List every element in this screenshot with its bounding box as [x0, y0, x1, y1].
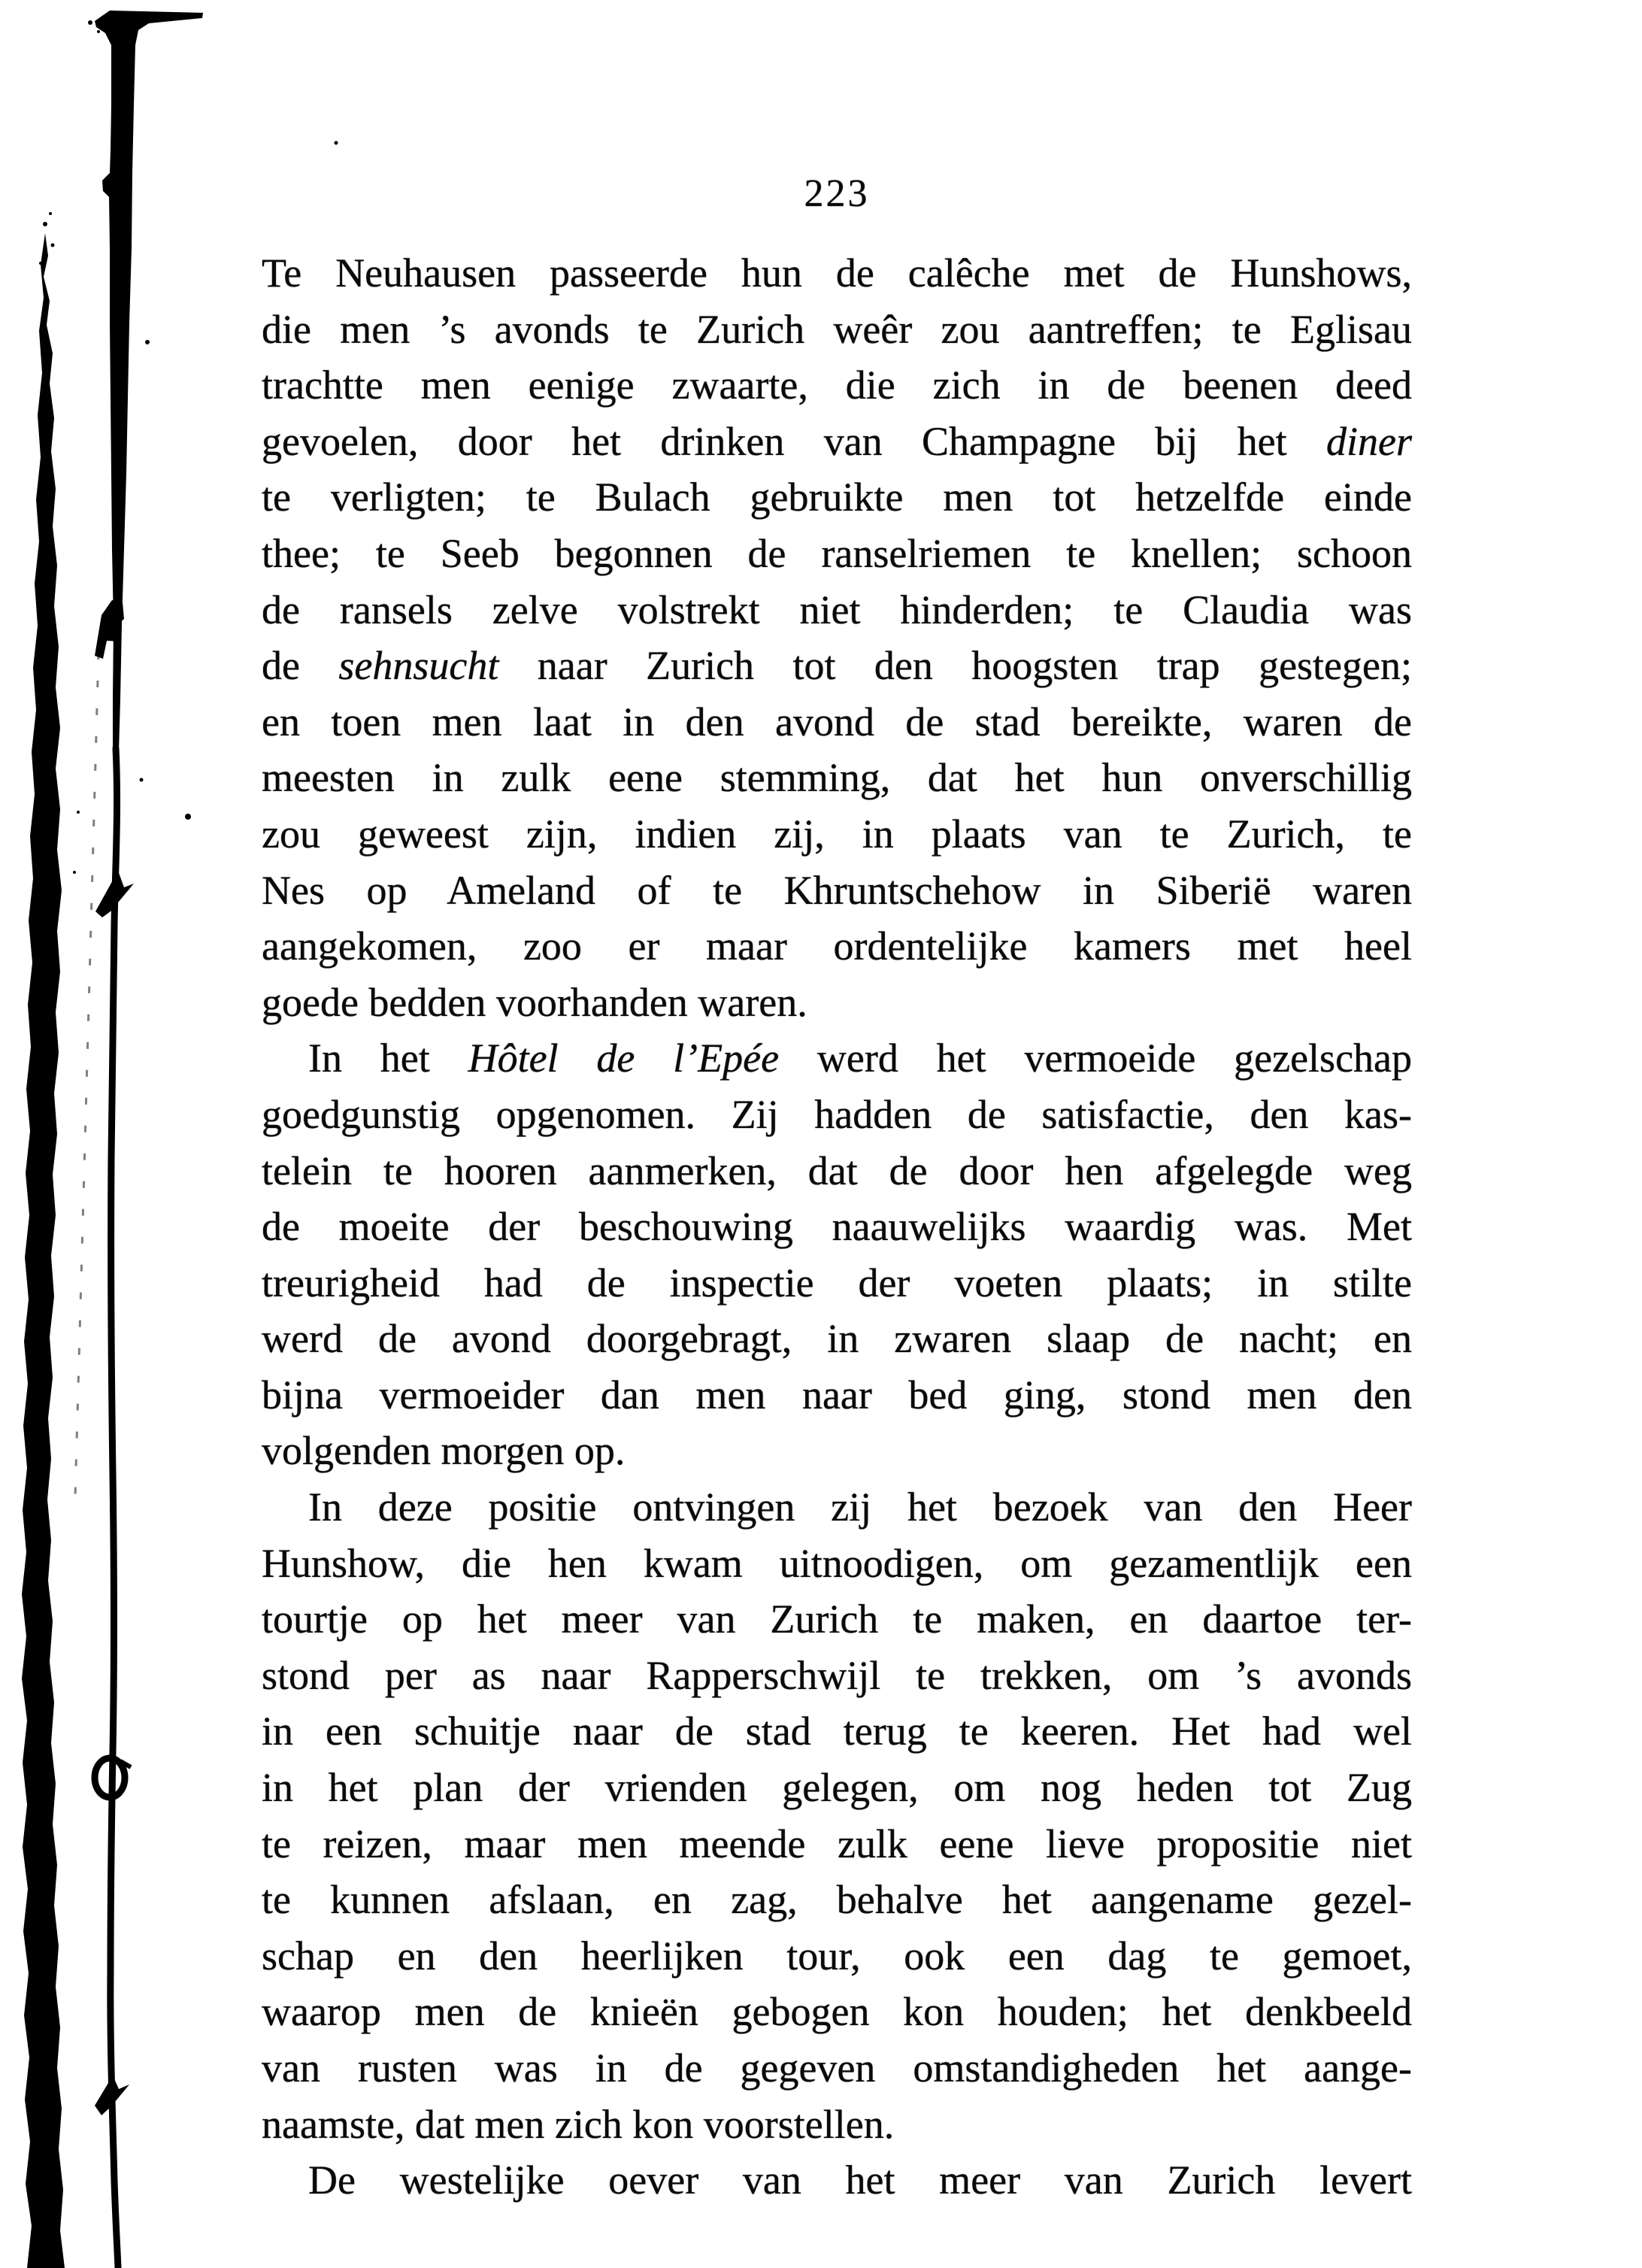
- text-line: [262, 806, 1412, 863]
- text-block: [262, 245, 1412, 2209]
- text-line: [262, 357, 1412, 414]
- text-segment: van rusten was in de gegeven omstandigheden het aange-: [262, 2045, 1412, 2091]
- text-segment: schap en den heerlijken tour, ook een dag te gemoet,: [262, 1933, 1412, 1978]
- text-segment: meesten in zulk eene stemming, dat het hun onverschillig: [262, 755, 1412, 801]
- text-line: [262, 975, 1412, 1031]
- ink-arrow-2: [95, 2075, 129, 2115]
- text-segment: naar Zurich tot den hoogsten trap gestegen;: [498, 643, 1412, 689]
- text-segment: tourtje op het meer van Zurich te maken, en daartoe ter-: [262, 1596, 1412, 1642]
- text-segment: die men ’s avonds te Zurich weêr zou aantreffen; te Eglisau: [262, 306, 1412, 352]
- text-line: [262, 1423, 1412, 1479]
- text-segment: werd het vermoeide gezelschap: [779, 1035, 1413, 1081]
- italic-text-segment: diner: [1326, 418, 1412, 464]
- text-line: [262, 1536, 1412, 1592]
- text-segment: bijna vermoeider dan men naar bed ging, stond men den: [262, 1372, 1412, 1418]
- text-line: [262, 245, 1412, 302]
- ink-arrow-1: [95, 871, 134, 917]
- text-segment: werd de avond doorgebragt, in zwaren slaap de nacht; en: [262, 1316, 1412, 1362]
- text-line: [262, 1311, 1412, 1367]
- text-line: [262, 1087, 1412, 1143]
- text-segment: in een schuitje naar de stad terug te keeren. Het had wel: [262, 1709, 1412, 1754]
- italic-text-segment: Hôtel de l’Epée: [468, 1035, 780, 1081]
- text-line: [262, 1367, 1412, 1424]
- text-line: [262, 1760, 1412, 1816]
- text-segment: de moeite der beschouwing naauwelijks waardig was. Met: [262, 1204, 1412, 1250]
- text-line: [262, 2152, 1412, 2209]
- text-line: [262, 1648, 1412, 1704]
- text-segment: de: [262, 643, 339, 689]
- text-segment: in het plan der vrienden gelegen, om nog heden tot Zug: [262, 1765, 1412, 1811]
- text-segment: telein te hooren aanmerken, dat de door hen afgelegde weg: [262, 1148, 1412, 1193]
- text-segment: In deze positie ontvingen zij het bezoek van den Heer: [308, 1484, 1412, 1530]
- text-line: [262, 918, 1412, 975]
- text-segment: In het: [308, 1035, 468, 1081]
- ink-band: [22, 233, 65, 2268]
- text-segment: gevoelen, door het drinken van Champagne bij het: [262, 418, 1326, 464]
- text-segment: zou geweest zijn, indien zij, in plaats van te Zurich, te: [262, 811, 1412, 857]
- text-line: [262, 469, 1412, 526]
- text-segment: thee; te Seeb begonnen de ranselriemen te knellen; schoon: [262, 530, 1412, 576]
- text-segment: goedgunstig opgenomen. Zij hadden de satisfactie, den kas-: [262, 1091, 1412, 1137]
- text-segment: stond per as naar Rapperschwijl te trekken, om ’s avonds: [262, 1652, 1412, 1698]
- text-line: [262, 1143, 1412, 1199]
- text-segment: en toen men laat in den avond de stad bereikte, waren de: [262, 699, 1412, 744]
- text-segment: de ransels zelve volstrekt niet hinderden; te Claudia was: [262, 587, 1412, 632]
- text-line: [262, 863, 1412, 919]
- text-line: [262, 526, 1412, 582]
- text-segment: waarop men de knieën gebogen kon houden; het denkbeeld: [262, 1989, 1412, 2035]
- text-segment: Nes op Ameland of te Khruntschehow in Siberië waren: [262, 867, 1412, 913]
- text-line: [262, 2040, 1412, 2097]
- text-segment: goede bedden voorhanden waren.: [262, 979, 807, 1025]
- ink-blob: [95, 600, 124, 659]
- text-line: [262, 302, 1412, 358]
- page-number: 223: [804, 172, 870, 215]
- text-segment: te reizen, maar men meende zulk eene lieve propositie niet: [262, 1821, 1412, 1866]
- text-segment: naamste, dat men zich kon voorstellen.: [262, 2101, 895, 2147]
- text-line: [262, 1255, 1412, 1311]
- text-segment: aangekomen, zoo er maar ordentelijke kamers met heel: [262, 923, 1412, 969]
- text-segment: te kunnen afslaan, en zag, behalve het aangename gezel-: [262, 1877, 1412, 1923]
- text-line: [262, 2097, 1412, 2153]
- text-segment: Te Neuhausen passeerde hun de calêche met de Hunshows,: [262, 250, 1412, 296]
- ink-scratch: [75, 653, 98, 1496]
- text-segment: te verligten; te Bulach gebruikte men tot hetzelfde einde: [262, 475, 1412, 520]
- text-line: [262, 1816, 1412, 1872]
- text-line: [262, 1199, 1412, 1255]
- text-line: [262, 582, 1412, 638]
- text-line: [262, 1984, 1412, 2040]
- text-line: [262, 414, 1412, 470]
- text-segment: De westelijke oever van het meer van Zurich levert: [308, 2157, 1412, 2203]
- ink-bar-top: [95, 11, 203, 752]
- text-line: [262, 750, 1412, 806]
- italic-text-segment: sehnsucht: [338, 643, 499, 689]
- text-segment: treurigheid had de inspectie der voeten plaats; in stilte: [262, 1260, 1412, 1305]
- text-line: [262, 1479, 1412, 1536]
- text-line: [262, 1703, 1412, 1760]
- ink-knot: [95, 1758, 125, 1797]
- text-line: [262, 1928, 1412, 1984]
- text-line: [262, 1591, 1412, 1648]
- text-line: [262, 638, 1412, 694]
- ink-line: [111, 748, 118, 2268]
- text-line: [262, 1872, 1412, 1928]
- text-segment: trachtte men eenige zwaarte, die zich in de beenen deed: [262, 362, 1412, 408]
- text-segment: volgenden morgen op.: [262, 1428, 626, 1474]
- text-line: [262, 694, 1412, 750]
- ink-knot-spur: [120, 1761, 131, 1767]
- text-segment: Hunshow, die hen kwam uitnoodigen, om gezamentlijk een: [262, 1540, 1412, 1586]
- text-line: [262, 1030, 1412, 1087]
